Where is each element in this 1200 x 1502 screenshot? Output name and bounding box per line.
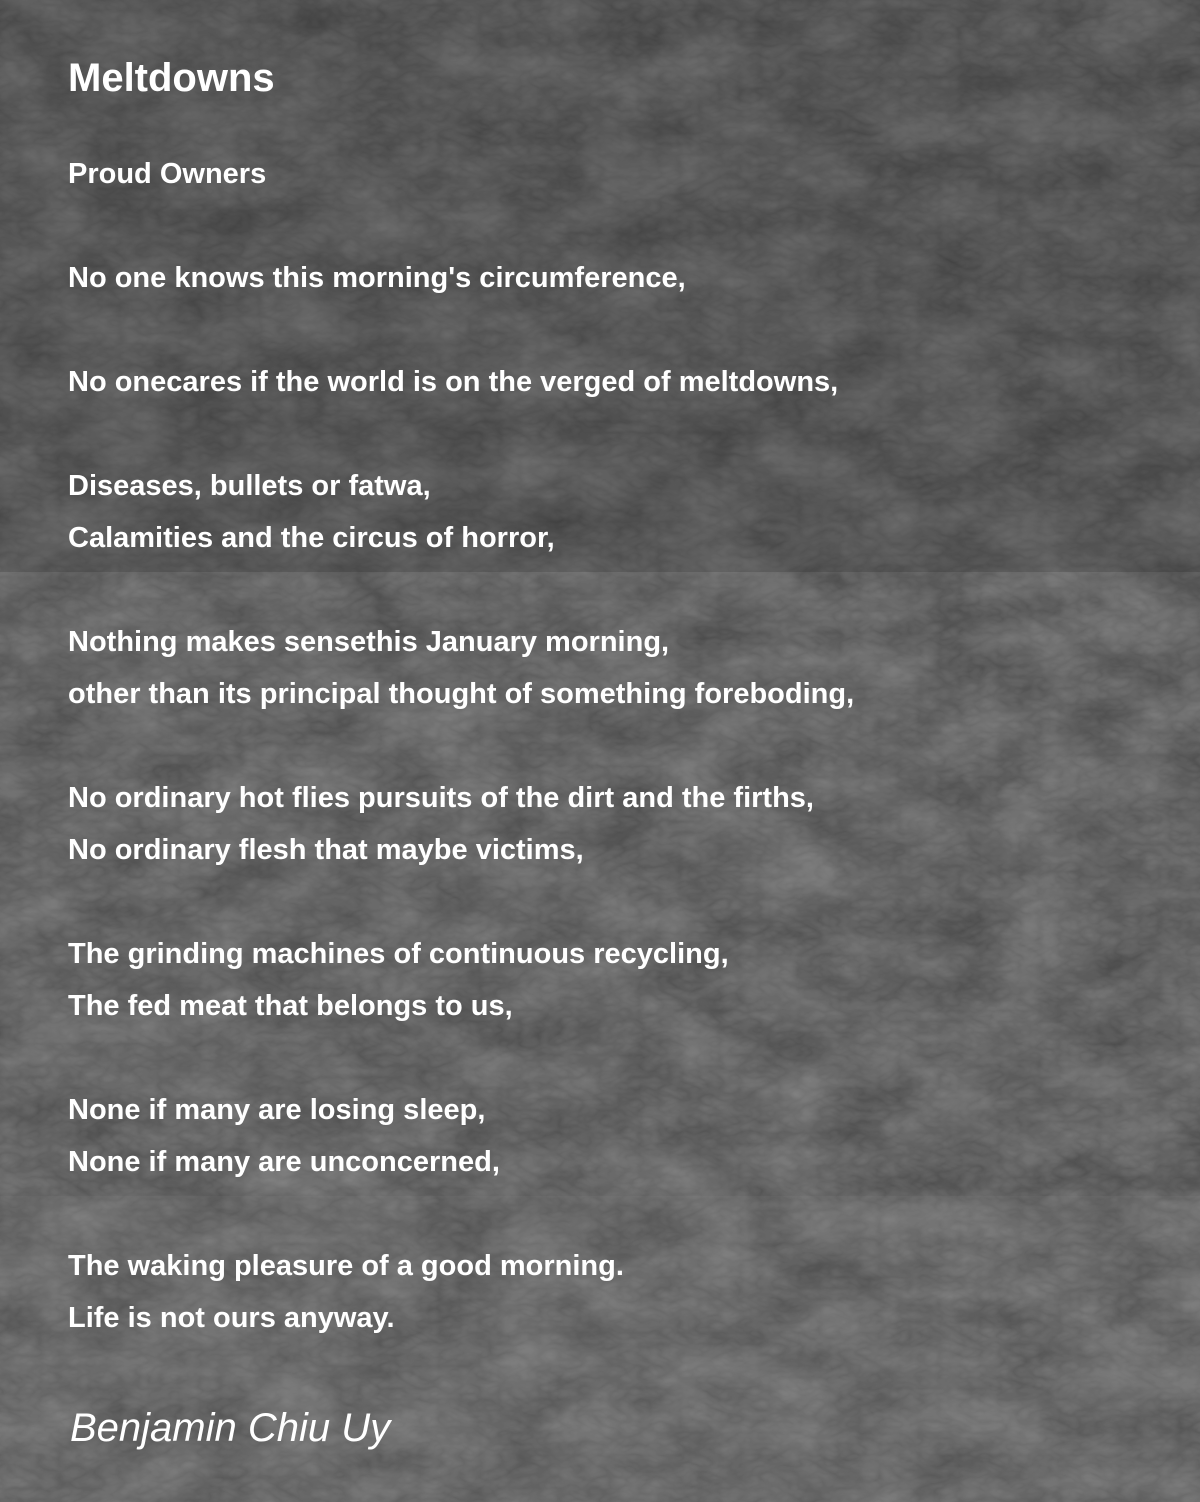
poem-line: The grinding machines of continuous recycling, (68, 938, 729, 970)
poem-line: Calamities and the circus of horror, (68, 522, 555, 554)
poem-line: None if many are losing sleep, (68, 1094, 486, 1126)
poem-line: Life is not ours anyway. (68, 1302, 395, 1334)
poem-line: No one knows this morning's circumference, (68, 262, 686, 294)
poem-line: Diseases, bullets or fatwa, (68, 470, 431, 502)
poem-line: No ordinary hot flies pursuits of the dirt and the firths, (68, 782, 814, 814)
poem-line: other than its principal thought of something foreboding, (68, 678, 855, 710)
poem-line: None if many are unconcerned, (68, 1146, 500, 1178)
poem-title: Meltdowns (68, 56, 275, 100)
poem-author: Benjamin Chiu Uy (70, 1406, 391, 1450)
poem-line: No onecares if the world is on the verged of meltdowns, (68, 366, 839, 398)
poem-line: Proud Owners (68, 158, 267, 190)
poem-line: Nothing makes sensethis January morning, (68, 626, 670, 658)
poem-line: The fed meat that belongs to us, (68, 990, 513, 1022)
poem-line: No ordinary flesh that maybe victims, (68, 834, 584, 866)
poem-line: The waking pleasure of a good morning. (68, 1250, 624, 1282)
